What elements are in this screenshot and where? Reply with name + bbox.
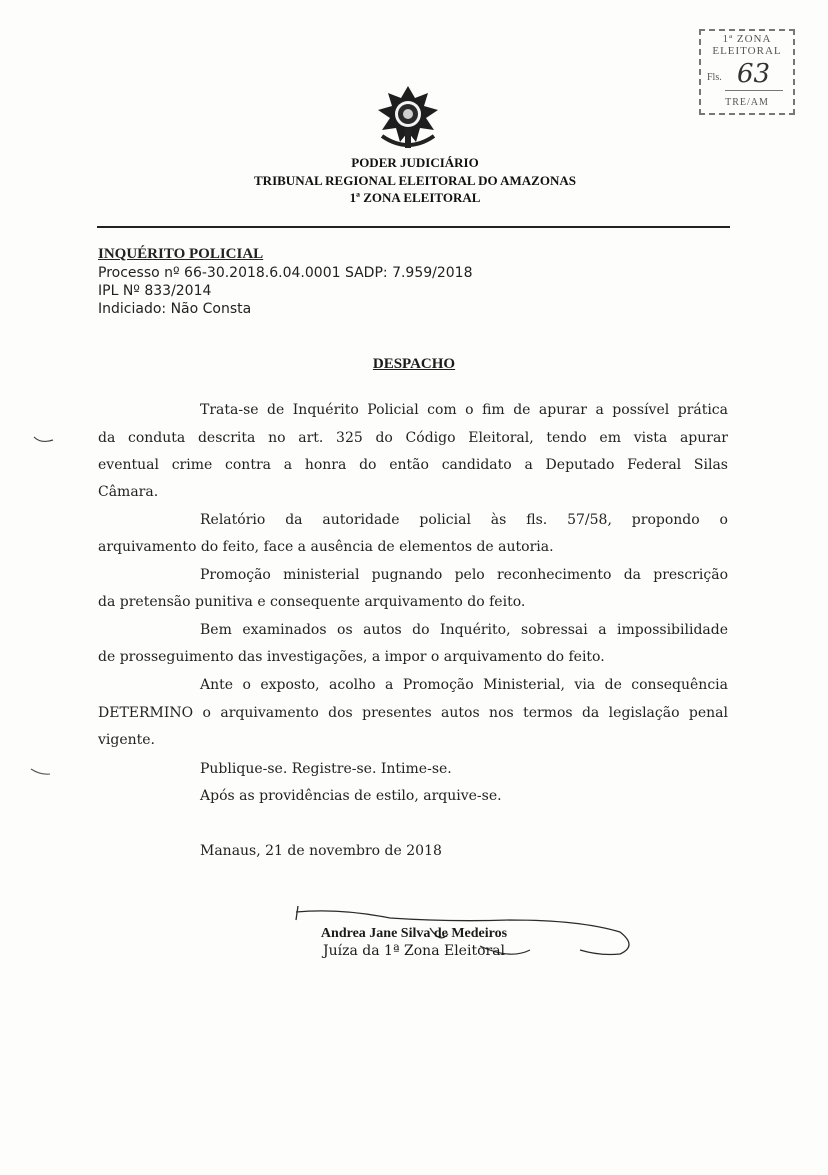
paragraph-line: Após as providências de estilo, arquive-se. xyxy=(200,788,502,804)
paragraph-line: eventual crime contra a honra do então candidato a Deputado Federal Silas xyxy=(98,457,728,473)
paragraph-line: Câmara. xyxy=(98,484,159,500)
margin-mark xyxy=(33,436,55,444)
paragraph-line: de prosseguimento das investigações, a impor o arquivamento do feito. xyxy=(98,649,605,665)
header-divider xyxy=(97,226,730,228)
paragraph-line: Ante o exposto, acolho a Promoção Ministerial, via de consequência xyxy=(200,677,728,693)
paragraph-line: da conduta descrita no art. 325 do Código Eleitoral, tendo em vista apurar xyxy=(98,430,728,446)
section-title: DESPACHO xyxy=(372,356,456,372)
paragraph-line: Relatório da autoridade policial às fls. 57/58, propondo o xyxy=(200,512,728,528)
header-line-2: TRIBUNAL REGIONAL ELEITORAL DO AMAZONAS xyxy=(254,173,576,188)
paragraph-line: arquivamento do feito, face a ausência de elementos de autoria. xyxy=(98,539,554,555)
case-ipl: IPL Nº 833/2014 xyxy=(98,283,212,299)
date-line: Manaus, 21 de novembro de 2018 xyxy=(200,843,442,859)
paragraph-line: da pretensão punitiva e consequente arquivamento do feito. xyxy=(98,594,526,610)
header-line-3: 1ª ZONA ELEITORAL xyxy=(349,190,481,205)
paragraph-line: Trata-se de Inquérito Policial com o fim de apurar a possível prática xyxy=(200,402,728,418)
stamp-rule xyxy=(725,90,783,91)
stamp-line3: TRE/AM xyxy=(725,97,769,108)
margin-mark xyxy=(30,768,52,776)
coat-of-arms-icon xyxy=(368,84,448,154)
case-title: INQUÉRITO POLICIAL xyxy=(98,246,264,262)
signatory-role: Juíza da 1ª Zona Eleitoral xyxy=(322,943,506,959)
stamp-line2: ELEITORAL xyxy=(712,45,782,57)
case-indiciado: Indiciado: Não Consta xyxy=(98,301,252,317)
paragraph-line: Promoção ministerial pugnando pelo reconhecimento da prescrição xyxy=(200,567,728,583)
paragraph-line: vigente. xyxy=(98,732,156,748)
paragraph-line: Publique-se. Registre-se. Intime-se. xyxy=(200,761,452,777)
court-stamp xyxy=(699,29,795,115)
paragraph-line: Bem examinados os autos do Inquérito, sobressai a impossibilidade xyxy=(200,622,728,638)
stamp-page-number: 63 xyxy=(737,59,771,89)
paragraph-line: DETERMINO o arquivamento dos presentes autos nos termos da legislação penal xyxy=(98,705,728,721)
header-line-1: PODER JUDICIÁRIO xyxy=(351,155,479,170)
stamp-fls-label: Fls. xyxy=(707,72,722,83)
case-processo: Processo nº 66-30.2018.6.04.0001 SADP: 7.959/2018 xyxy=(98,265,473,281)
signatory-name: Andrea Jane Silva de Medeiros xyxy=(320,926,508,941)
stamp-line1: 1ª ZONA xyxy=(722,33,772,45)
